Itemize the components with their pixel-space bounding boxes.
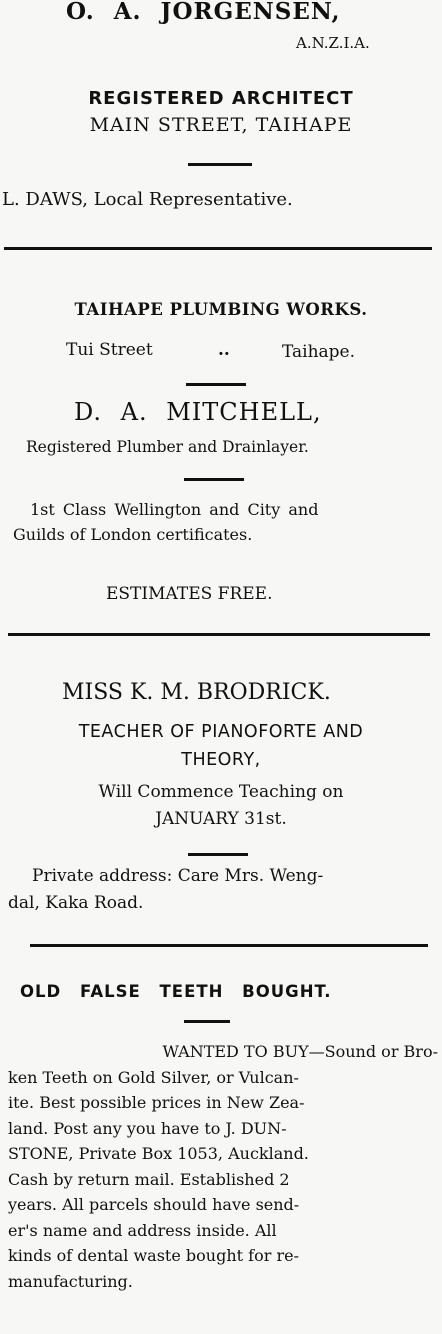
body-line: ken Teeth on Gold Silver, or Vulcan- [8, 1067, 299, 1087]
divider [186, 383, 246, 386]
divider [184, 1020, 230, 1023]
teacher-address-line1: Private address: Care Mrs. Weng- [32, 866, 324, 886]
plumbing-town: Taihape. [282, 342, 356, 362]
teacher-title-line1: TEACHER OF PIANOFORTE AND [78, 722, 364, 742]
architect-address: MAIN STREET, TAIHAPE [89, 114, 353, 136]
teacher-name: MISS K. M. BRODRICK. [62, 680, 331, 705]
body-line: land. Post any you have to J. DUN- [8, 1118, 287, 1138]
ad-separator [30, 944, 428, 947]
ad-separator [8, 633, 430, 636]
teacher-address-line2: dal, Kaka Road. [8, 893, 144, 913]
body-line: manufacturing. [8, 1271, 133, 1291]
plumbing-dots: .. [218, 340, 230, 360]
plumber-certificates-line2: Guilds of London certificates. [13, 525, 253, 544]
teaching-notice-line1: Will Commence Teaching on [98, 782, 344, 802]
architect-title: REGISTERED ARCHITECT [88, 88, 354, 109]
divider [188, 853, 248, 856]
teeth-heading: OLD FALSE TEETH BOUGHT. [20, 982, 332, 1001]
ad-separator [4, 247, 432, 250]
plumber-certificates-line1: 1st Class Wellington and City and [30, 500, 319, 519]
teeth-body [8, 1039, 438, 1294]
divider [184, 478, 244, 481]
estimates-free: ESTIMATES FREE. [106, 584, 273, 604]
architect-credentials: A.N.Z.I.A. [296, 34, 370, 52]
body-line: er's name and address inside. All [8, 1220, 277, 1240]
teaching-notice-line2: JANUARY 31st. [155, 809, 287, 829]
body-line: WANTED TO BUY—Sound or Bro- [162, 1042, 438, 1061]
body-line: STONE, Private Box 1053, Auckland. [8, 1144, 309, 1163]
plumber-trade: Registered Plumber and Drainlayer. [26, 438, 309, 456]
plumbing-street: Tui Street [66, 340, 153, 360]
body-line: kinds of dental waste bought for re- [8, 1246, 299, 1265]
divider [188, 163, 252, 166]
body-line: years. All parcels should have send- [8, 1195, 300, 1214]
teacher-title-line2: THEORY, [181, 750, 261, 770]
local-representative: L. DAWS, Local Representative. [2, 189, 293, 210]
plumber-name: D. A. MITCHELL, [74, 398, 322, 426]
body-line: Cash by return mail. Established 2 [8, 1169, 290, 1189]
architect-name: O. A. JORGENSEN, [66, 0, 341, 25]
plumbing-heading: TAIHAPE PLUMBING WORKS. [74, 300, 368, 319]
body-line: ite. Best possible prices in New Zea- [8, 1093, 305, 1112]
